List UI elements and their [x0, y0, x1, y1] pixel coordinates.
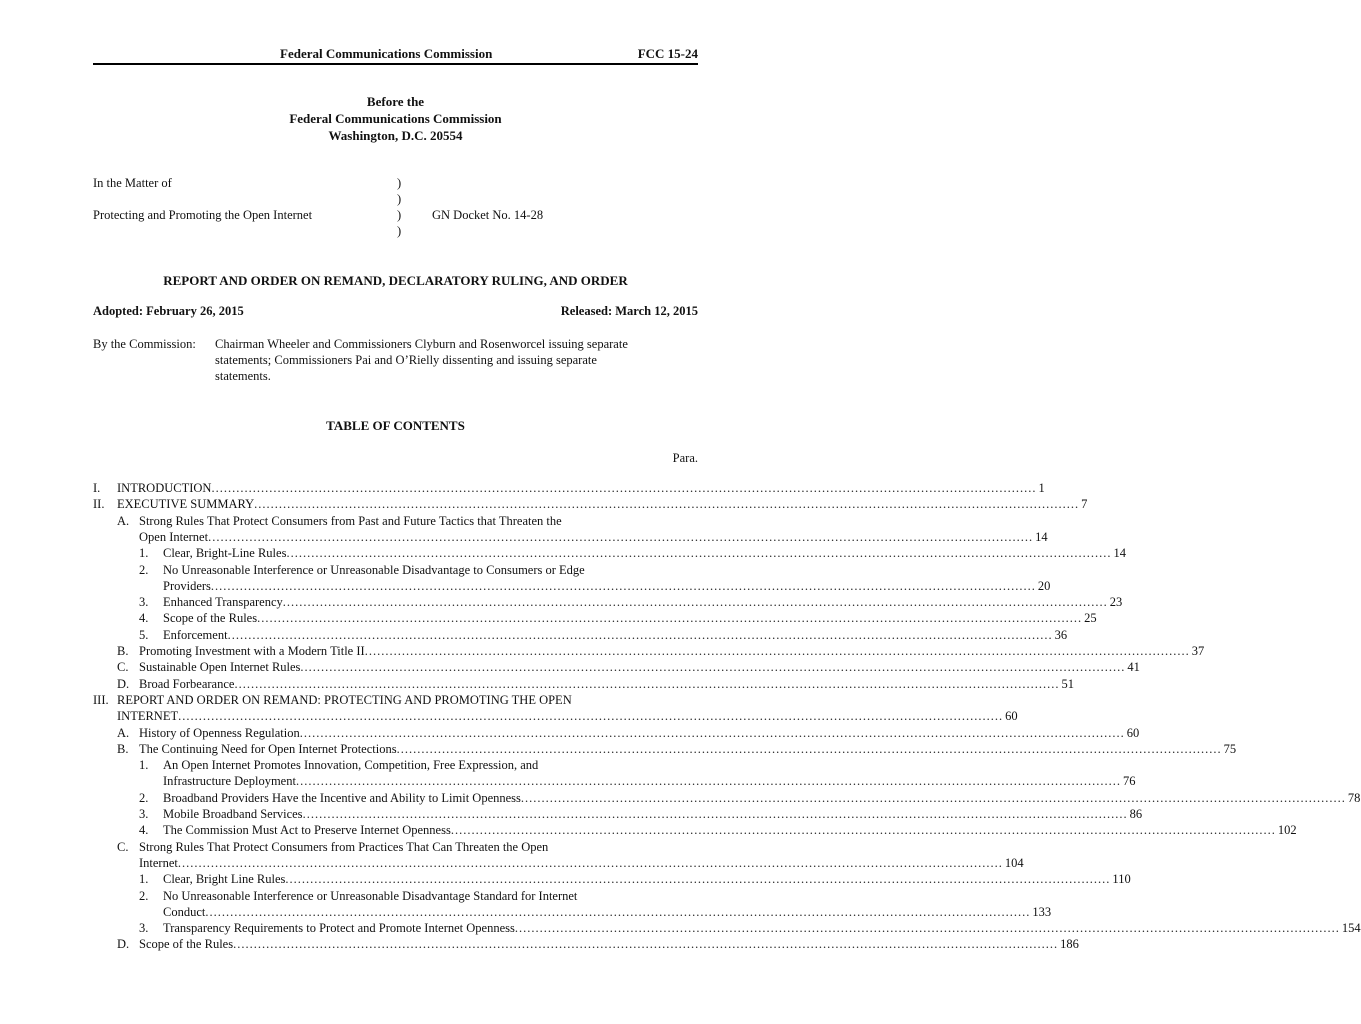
- toc-leader-dots: ........................................................................................................................................................................................................: [254, 497, 1080, 512]
- toc-leader-dots: ........................................................................................................................................................................................................: [396, 741, 1222, 756]
- toc-entry-page: 25: [1084, 611, 1097, 626]
- toc-leader-dots: ........................................................................................................................................................................................................: [211, 481, 1037, 495]
- toc-entry-page: 37: [1191, 644, 1205, 658]
- toc-leader-dots: ........................................................................................................................................................................................................: [227, 627, 1053, 642]
- toc-leader-dots: ........................................................................................................................................................................................................: [205, 904, 1031, 919]
- toc-entry-number: A.: [117, 513, 130, 528]
- toc-leader-dots: ........................................................................................................................................................................................................: [234, 676, 1060, 691]
- toc-entry-text: Broadband Providers Have the Incentive and Ability to Limit Openness: [163, 790, 521, 805]
- toc-entry-number: 1.: [139, 758, 149, 773]
- toc-leader-dots: ........................................................................................................................................................................................................: [208, 529, 1034, 544]
- toc-entry-page: 14: [1113, 546, 1126, 561]
- toc-entry: [93, 496, 1088, 512]
- toc-entry-text: Internet: [139, 855, 178, 870]
- toc-leader-dots: ........................................................................................................................................................................................................: [450, 823, 1276, 838]
- toc-leader-dots: ........................................................................................................................................................................................................: [178, 709, 1004, 724]
- toc-leader-dots: ........................................................................................................................................................................................................: [285, 872, 1111, 887]
- toc-entry-text: Clear, Bright Line Rules: [163, 872, 286, 887]
- caption-line1: Before the: [366, 94, 425, 109]
- toc-entry-page: 23: [1109, 595, 1123, 610]
- toc-entry-number: B.: [117, 644, 129, 658]
- toc-entry-page: 14: [1035, 529, 1048, 544]
- toc-entry: [93, 545, 1126, 561]
- toc-entry: [93, 904, 1052, 920]
- toc-entry-text: The Commission Must Act to Preserve Internet Openness: [163, 823, 451, 838]
- toc-heading: TABLE OF CONTENTS: [326, 418, 465, 433]
- toc-entry: [93, 578, 1051, 594]
- toc-entry: [93, 936, 1079, 952]
- toc-leader-dots: ........................................................................................................................................................................................................: [299, 725, 1125, 740]
- toc-entry: [93, 594, 1123, 610]
- toc-entry: [93, 790, 1361, 806]
- toc-entry-text: No Unreasonable Interference or Unreasonable Disadvantage to Consumers or Edge: [163, 562, 585, 577]
- released-date: Released: March 12, 2015: [560, 304, 698, 318]
- toc-entry: [93, 855, 1024, 871]
- toc-entry-page: 78: [1347, 790, 1361, 805]
- toc-entry-page: 186: [1060, 937, 1079, 952]
- toc-leader-dots: ........................................................................................................................................................................................................: [300, 660, 1126, 675]
- toc-entry-text: Clear, Bright-Line Rules: [163, 546, 287, 561]
- toc-entry-number: 1.: [139, 546, 149, 561]
- toc-entry-number: 3.: [139, 595, 149, 610]
- docket-number: GN Docket No. 14-28: [432, 208, 544, 222]
- toc-entry-text: Scope of the Rules: [139, 937, 234, 952]
- toc-entry: [93, 920, 1361, 936]
- toc-entry-text: EXECUTIVE SUMMARY: [117, 497, 255, 512]
- toc-entry-page: 36: [1054, 627, 1068, 642]
- toc-leader-dots: ........................................................................................................................................................................................................: [286, 546, 1112, 561]
- toc-entry-text: Transparency Requirements to Protect and Promote Internet Openness: [163, 921, 515, 936]
- by-commission-line3: statements.: [215, 369, 271, 383]
- toc-entry: [93, 741, 1237, 757]
- toc-entry: [93, 888, 698, 904]
- toc-entry: [93, 480, 1045, 496]
- toc-entry-number: 3.: [139, 921, 149, 936]
- toc-entry: [93, 562, 698, 578]
- toc-entry-text: Scope of the Rules: [163, 611, 258, 626]
- toc-leader-dots: ........................................................................................................................................................................................................: [233, 937, 1059, 952]
- paren-3: ): [397, 208, 402, 222]
- table-of-contents: [93, 480, 1361, 960]
- toc-entry-text: Enforcement: [163, 627, 228, 642]
- toc-entry: [93, 643, 1205, 659]
- toc-entry-text: Strong Rules That Protect Consumers from Practices That Can Threaten the Open: [139, 839, 549, 854]
- toc-entry-text: An Open Internet Promotes Innovation, Competition, Free Expression, and: [163, 758, 539, 773]
- toc-entry-text: INTERNET: [117, 709, 179, 724]
- toc-entry-number: 4.: [139, 611, 149, 626]
- toc-entry: [93, 839, 698, 855]
- toc-entry-page: 60: [1126, 725, 1140, 740]
- toc-entry-page: 7: [1081, 497, 1088, 512]
- toc-entry-text: Mobile Broadband Services: [163, 807, 303, 821]
- toc-entry: [93, 871, 1131, 887]
- toc-leader-dots: ........................................................................................................................................................................................................: [302, 807, 1128, 821]
- toc-leader-dots: ........................................................................................................................................................................................................: [295, 774, 1121, 789]
- toc-entry: [93, 822, 1297, 838]
- by-commission-line1: Chairman Wheeler and Commissioners Clyburn and Rosenworcel issuing separate: [215, 337, 628, 351]
- toc-entry-text: Conduct: [163, 904, 206, 919]
- toc-entry-page: 133: [1032, 904, 1052, 919]
- toc-entry-number: 1.: [139, 872, 149, 887]
- toc-entry-number: II.: [93, 497, 105, 512]
- toc-entry-page: 60: [1005, 709, 1018, 724]
- header-rule: [93, 63, 698, 65]
- toc-entry-number: C.: [117, 839, 129, 854]
- toc-entry-number: III.: [93, 692, 109, 707]
- toc-entry-number: I.: [93, 481, 101, 495]
- toc-entry: [93, 708, 1018, 724]
- toc-leader-dots: ........................................................................................................................................................................................................: [520, 790, 1346, 805]
- caption-line3: Washington, D.C. 20554: [328, 128, 463, 143]
- toc-entry-page: 110: [1112, 872, 1131, 887]
- toc-entry-text: History of Openness Regulation: [139, 725, 300, 740]
- toc-entry-number: 5.: [139, 627, 149, 642]
- toc-entry-number: B.: [117, 741, 129, 756]
- toc-entry-text: Infrastructure Deployment: [163, 774, 296, 789]
- paren-2: ): [397, 192, 402, 206]
- toc-entry-text: REPORT AND ORDER ON REMAND: PROTECTING AND PROMOTING THE OPEN: [117, 692, 572, 707]
- toc-entry: [93, 627, 1068, 643]
- header-agency: Federal Communications Commission: [280, 46, 493, 61]
- paren-1: ): [397, 176, 402, 190]
- toc-entry: [93, 692, 698, 708]
- paren-4: ): [397, 224, 402, 238]
- toc-entry-number: 2.: [139, 790, 149, 805]
- toc-entry: [93, 513, 698, 529]
- toc-entry: [93, 676, 1074, 692]
- by-commission-label: By the Commission:: [93, 337, 196, 351]
- toc-entry-text: The Continuing Need for Open Internet Protections: [139, 741, 397, 756]
- toc-entry-page: 154: [1341, 921, 1361, 936]
- toc-entry-page: 20: [1037, 578, 1051, 593]
- toc-entry-text: Providers: [163, 578, 211, 593]
- toc-entry-number: 3.: [139, 807, 149, 821]
- toc-entry: [93, 725, 1140, 741]
- toc-entry-page: 51: [1061, 676, 1074, 691]
- toc-entry-number: A.: [117, 725, 130, 740]
- toc-entry: [93, 659, 1140, 675]
- matter-title: Protecting and Promoting the Open Internet: [93, 208, 313, 222]
- order-title: REPORT AND ORDER ON REMAND, DECLARATORY RULING, AND ORDER: [163, 273, 628, 288]
- adopted-date: Adopted: February 26, 2015: [93, 304, 244, 318]
- toc-leader-dots: ........................................................................................................................................................................................................: [177, 855, 1003, 870]
- toc-entry-page: 86: [1129, 807, 1143, 821]
- toc-leader-dots: ........................................................................................................................................................................................................: [210, 578, 1036, 593]
- by-commission-line2: statements; Commissioners Pai and O’Rielly dissenting and issuing separate: [215, 353, 597, 367]
- toc-entry-text: Strong Rules That Protect Consumers from Past and Future Tactics that Threaten the: [139, 513, 562, 528]
- toc-entry-number: 2.: [139, 562, 149, 577]
- toc-entry: [93, 757, 698, 773]
- toc-entry: [93, 773, 1136, 789]
- toc-entry-page: 1: [1038, 481, 1045, 495]
- toc-entry-page: 75: [1223, 741, 1237, 756]
- toc-leader-dots: ........................................................................................................................................................................................................: [514, 921, 1340, 936]
- toc-leader-dots: ........................................................................................................................................................................................................: [282, 595, 1108, 610]
- toc-entry-text: No Unreasonable Interference or Unreasonable Disadvantage Standard for Internet: [163, 888, 578, 903]
- toc-entry-number: 2.: [139, 888, 149, 903]
- toc-entry-text: INTRODUCTION: [117, 481, 212, 495]
- toc-leader-dots: ........................................................................................................................................................................................................: [364, 644, 1190, 658]
- toc-entry-number: 4.: [139, 823, 149, 838]
- toc-entry-text: Promoting Investment with a Modern Title II: [139, 644, 365, 658]
- in-the-matter: In the Matter of: [93, 176, 172, 190]
- toc-entry-text: Open Internet: [139, 529, 209, 544]
- toc-entry-text: Sustainable Open Internet Rules: [139, 660, 301, 675]
- toc-entry-page: 41: [1127, 660, 1140, 675]
- toc-leader-dots: ........................................................................................................................................................................................................: [257, 611, 1083, 626]
- toc-entry-text: Enhanced Transparency: [163, 595, 283, 610]
- toc-entry-text: Broad Forbearance: [139, 676, 235, 691]
- toc-entry: [93, 529, 1048, 545]
- toc-entry-number: C.: [117, 660, 129, 675]
- toc-entry-page: 76: [1122, 774, 1136, 789]
- toc-para-label: Para.: [672, 451, 698, 465]
- header-doc-number: FCC 15-24: [637, 46, 698, 61]
- toc-entry-number: D.: [117, 676, 130, 691]
- toc-entry-page: 104: [1004, 855, 1024, 870]
- toc-entry: [93, 806, 1143, 822]
- toc-entry: [93, 610, 1097, 626]
- toc-entry-page: 102: [1277, 823, 1297, 838]
- caption-line2: Federal Communications Commission: [289, 111, 502, 126]
- toc-entry-number: D.: [117, 937, 130, 952]
